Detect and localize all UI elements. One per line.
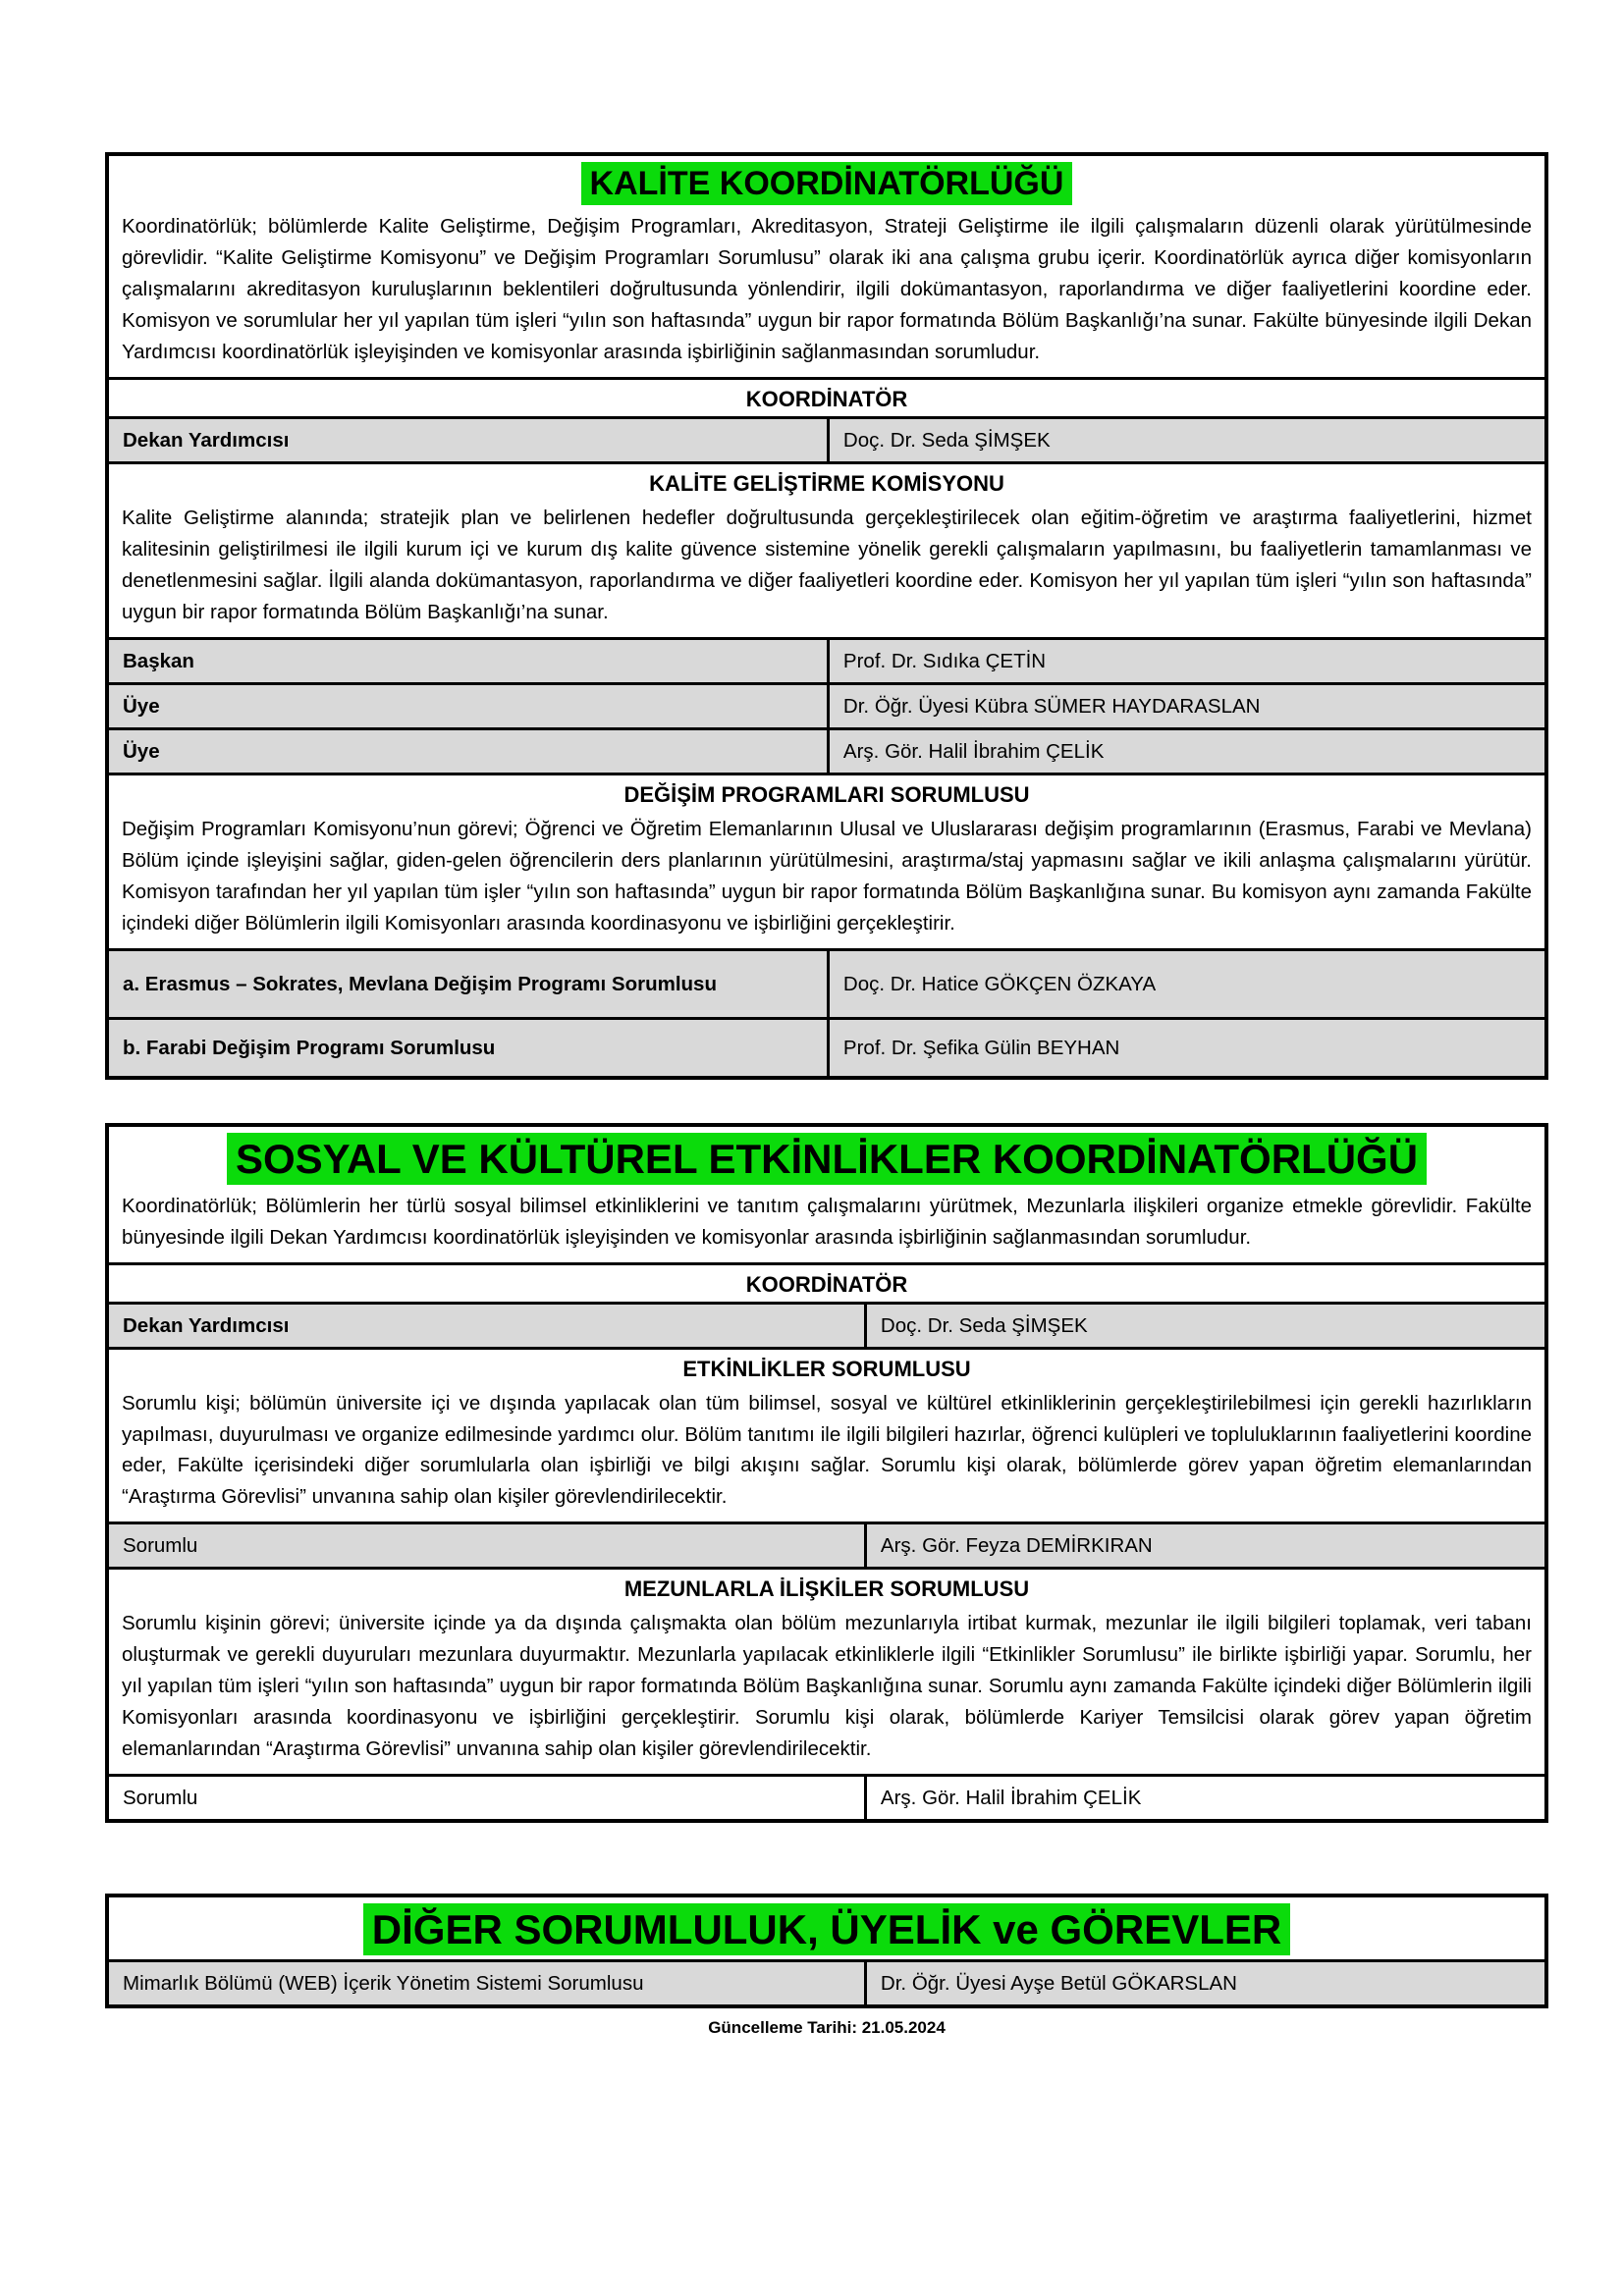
komisyon-uye2-value: Arş. Gör. Halil İbrahim ÇELİK [842, 739, 1105, 763]
etkinlikler-paragraph: Sorumlu kişi; bölümün üniversite içi ve dışında yapılacak olan tüm bilimsel, sosyal ve kültürel etkinliklerinin gerçekleştirilebilmesi için gerekli hazırlıkların yapılması, duyurulması ve organize edilmesinde yardımcı olur. Bölüm tanıtımı ile ilgili bilgileri hazırlar, öğrenci kulüpleri ve topluluklarının faaliyetlerini koordine eder, Fakülte içerisindeki diğer sorumlularla olan işbirliği ve bilgi akışını sağlar. Sorumlu kişi olarak, bölümlerde görev yapan öğretim elemanlarından “Araştırma Görevlisi” unvanına sahip olan kişiler görevlendirilecektir. [122, 1391, 1532, 1509]
mezunlar-sorumlu-value: Arş. Gör. Halil İbrahim ÇELİK [880, 1787, 1142, 1810]
etkinlikler-cell [109, 1347, 1544, 1522]
degisim-paragraph: Değişim Programları Komisyonu’nun görevi; Öğrenci ve Öğretim Elemanlarının Ulusal ve Uluslararası değişim programlarının (Erasmus, Farabi ve Mevlana) Bölüm içinde işleyişini sağlar, giden-gelen öğrencilerin ders planlarının yürütülmesini, araştırma/staj yapmasını sağlar ve ikili anlaşma çalışmalarını yürütür. Komisyon tarafından her yıl yapılan tüm işler “yılın son haftasında” uygun bir rapor formatında Bölüm Başkanlığına sunar. Bu komisyon aynı zamanda Fakülte içindeki diğer Bölümlerin ilgili Komisyonları arasında koordinasyonu ve işbirliğini gerçekleştirir. [122, 817, 1532, 934]
degisim-erasmus-value: Doç. Dr. Hatice GÖKÇEN ÖZKAYA [842, 972, 1157, 995]
table-sosyal-kulturel-etkinlikler [105, 1123, 1548, 1824]
komisyon-uye2-row [109, 727, 1544, 773]
komisyon-uye1-value: Dr. Öğr. Üyesi Kübra SÜMER HAYDARASLAN [842, 694, 1261, 718]
etkinlikler-sorumlu-row [109, 1522, 1544, 1567]
table-gap-2 [105, 1823, 1548, 1894]
kalite-title-and-intro-cell [109, 156, 1544, 377]
degisim-farabi-value: Prof. Dr. Şefika Gülin BEYHAN [842, 1036, 1120, 1059]
table-gap-1 [105, 1080, 1548, 1123]
kalite-title-row [109, 156, 1544, 209]
sosyal-title: SOSYAL VE KÜLTÜREL ETKİNLİKLER KOORDİNATÖRLÜĞÜ [227, 1133, 1427, 1185]
diger-title-row [109, 1897, 1544, 1959]
degisim-heading: DEĞİŞİM PROGRAMLARI SORUMLUSU [623, 781, 1030, 807]
kalite-koordinator-row [109, 416, 1544, 461]
table-kalite-koordinatorlugu [105, 152, 1548, 1080]
degisim-farabi-label: b. Farabi Değişim Programı Sorumlusu [109, 1020, 830, 1076]
sosyal-koordinator-label: Dekan Yardımcısı [109, 1305, 867, 1347]
degisim-farabi-row [109, 1017, 1544, 1076]
mezunlar-paragraph: Sorumlu kişinin görevi; üniversite içinde ya da dışında çalışmakta olan bölüm mezunlarıyla irtibat kurmak, mezunlar ile ilgili bilgileri toplamak, veri tabanı oluşturmak ve gerekli duyuruları mezunlara duyurmaktır. Mezunlarla yapılacak etkinliklerle ilgili “Etkinlikler Sorumlusu” ile birlikte işbirliği yapar. Sorumlu, her yıl yapılan tüm işleri “yılın son haftasında” uygun bir rapor formatında Bölüm Başkanlığına sunar. Sorumlu aynı zamanda Fakülte içindeki diğer Bölümlerin ilgili Komisyonları arasında koordinasyonu ve işbirliğini gerçekleştirir. Sorumlu kişi olarak, bölümlerde Kariyer Temsilcisi olarak görev yapan öğretim elemanlarından “Araştırma Görevlisi” unvanına sahip olan kişiler görevlendirilecektir. [122, 1612, 1532, 1761]
komisyon-baskan-row [109, 637, 1544, 682]
kalite-koordinator-heading: KOORDİNATÖR [109, 377, 1544, 416]
degisim-cell [109, 773, 1544, 948]
diger-web-row [109, 1959, 1544, 2004]
etkinlikler-heading: ETKİNLİKLER SORUMLUSU [682, 1356, 971, 1381]
kalite-komisyon-cell [109, 461, 1544, 637]
sosyal-title-row [109, 1127, 1544, 1189]
mezunlar-cell [109, 1567, 1544, 1774]
komisyon-baskan-label: Başkan [109, 640, 830, 682]
sosyal-title-and-intro-cell [109, 1127, 1544, 1262]
kalite-komisyon-heading: KALİTE GELİŞTİRME KOMİSYONU [649, 470, 1004, 496]
komisyon-uye1-label: Üye [109, 685, 830, 727]
mezunlar-sorumlu-label: Sorumlu [109, 1777, 867, 1819]
sosyal-koordinator-heading: KOORDİNATÖR [109, 1262, 1544, 1302]
komisyon-uye1-row [109, 682, 1544, 727]
sosyal-koordinator-value: Doç. Dr. Seda ŞİMŞEK [880, 1313, 1088, 1337]
mezunlar-sorumlu-row [109, 1774, 1544, 1819]
table-diger-sorumluluk [105, 1894, 1548, 2008]
etkinlikler-sorumlu-value: Arş. Gör. Feyza DEMİRKIRAN [880, 1534, 1153, 1558]
degisim-erasmus-row [109, 948, 1544, 1017]
sosyal-intro-paragraph: Koordinatörlük; Bölümlerin her türlü sosyal bilimsel etkinliklerini ve tanıtım çalışmalarını yürütmek, Mezunlarla ilişkileri organize etmekle görevlidir. Fakülte bünyesinde ilgili Dekan Yardımcısı koordinatörlük işleyişinden ve komisyonlar arasında işbirliğinin sağlanmasından sorumludur. [122, 1194, 1532, 1249]
sosyal-koordinator-row [109, 1302, 1544, 1347]
diger-web-value: Dr. Öğr. Üyesi Ayşe Betül GÖKARSLAN [880, 1972, 1237, 1996]
degisim-erasmus-label: a. Erasmus – Sokrates, Mevlana Değişim Programı Sorumlusu [109, 951, 830, 1017]
kalite-koordinator-value: Doç. Dr. Seda ŞİMŞEK [842, 428, 1051, 452]
mezunlar-heading: MEZUNLARLA İLİŞKİLER SORUMLUSU [623, 1576, 1030, 1602]
komisyon-baskan-value: Prof. Dr. Sıdıka ÇETİN [842, 649, 1047, 672]
komisyon-uye2-label: Üye [109, 730, 830, 773]
update-date-note: Güncelleme Tarihi: 21.05.2024 [708, 2018, 946, 2038]
kalite-komisyon-paragraph: Kalite Geliştirme alanında; stratejik plan ve belirlenen hedefler doğrultusunda gerçekleştirilecek olan eğitim-öğretim ve araştırma faaliyetlerini, hizmet kalitesinin geliştirilmesi ile ilgili kurum içi ve kurum dış kalite güvence sistemine yönelik gerekli çalışmaların yapılmasını, bu faaliyetlerin tamamlanması ve denetlenmesini sağlar. İlgili alanda dokümantasyon, raporlandırma ve diğer faaliyetleri koordine eder. Komisyon her yıl yapılan tüm işleri “yılın son haftasında” uygun bir rapor formatında Bölüm Başkanlığı’na sunar. [122, 506, 1532, 623]
diger-title: DİĞER SORUMLULUK, ÜYELİK ve GÖREVLER [363, 1903, 1290, 1955]
kalite-title: KALİTE KOORDİNATÖRLÜĞÜ [581, 162, 1073, 205]
kalite-koordinator-label: Dekan Yardımcısı [109, 419, 830, 461]
diger-web-label: Mimarlık Bölümü (WEB) İçerik Yönetim Sistemi Sorumlusu [109, 1962, 867, 2004]
kalite-intro-paragraph: Koordinatörlük; bölümlerde Kalite Geliştirme, Değişim Programları, Akreditasyon, Strateji Geliştirme ile ilgili çalışmaların düzenli olarak yürütülmesinde görevlidir. “Kalite Geliştirme Komisyonu” ve Değişim Programları Sorumlusu” olarak iki ana çalışma grubu içerir. Koordinatörlük ayrıca diğer komisyonların çalışmalarını akreditasyon kuruluşlarının beklentileri doğrultusunda yönlendirir, ilgili dokümantasyon, raporlandırma ve diğer faaliyetlerini koordine eder. Komisyon ve sorumlular her yıl yapılan tüm işleri “yılın son haftasında” uygun bir rapor formatında Bölüm Başkanlığı’na sunar. Fakülte bünyesinde ilgili Dekan Yardımcısı koordinatörlük işleyişinden ve komisyonlar arasında işbirliğinin sağlanmasından sorumludur. [122, 215, 1532, 363]
etkinlikler-sorumlu-label: Sorumlu [109, 1524, 867, 1567]
document-content [105, 152, 1548, 2038]
